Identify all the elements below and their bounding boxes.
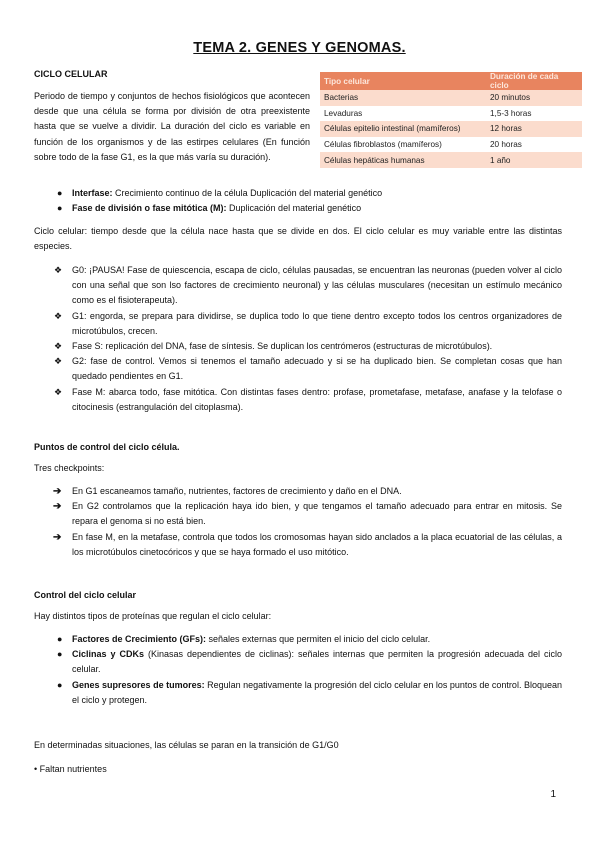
stage-text: G2: fase de control. Vemos si tenemos el tamaño adecuado y si se ha duplicado bien. Se completan cosas que han quedado pendientes en G1. xyxy=(72,356,562,382)
control-term: Factores de Crecimiento (GFs): xyxy=(72,634,207,644)
list-item xyxy=(54,263,562,309)
arrow-right-icon: ➔ xyxy=(53,531,62,543)
diamond-bullet-icon: ❖ xyxy=(54,265,63,275)
bullet-dot-icon: ● xyxy=(57,634,63,644)
ciclo-definition: Ciclo celular: tiempo desde que la célula nace hasta que se divide en dos. El ciclo celular es muy variable entre las distintas especies. xyxy=(34,226,562,252)
bullet-dot-icon: ● xyxy=(57,188,63,198)
list-item xyxy=(53,499,562,529)
phase-term: Fase de división o fase mitótica (M): xyxy=(72,203,227,214)
table-row xyxy=(320,121,582,137)
list-item xyxy=(54,385,562,415)
table-cell: 1 año xyxy=(486,152,582,168)
table-cell: 20 minutos xyxy=(486,90,582,106)
diamond-bullet-icon: ❖ xyxy=(54,386,63,397)
section-heading-ciclo: CICLO CELULAR xyxy=(34,69,108,79)
table-row xyxy=(320,137,582,153)
list-item xyxy=(57,678,562,708)
puntos-intro: Tres checkpoints: xyxy=(34,463,105,473)
list-item xyxy=(54,309,562,339)
page-number: 1 xyxy=(550,789,556,800)
stage-text: Fase M: abarca todo, fase mitótica. Con distintas fases dentro: profase, prometafase, metafase, anafase y la telofase o citocinesis (estrangulación del citoplasma). xyxy=(72,386,562,412)
checkpoint-text: En fase M, en la metafase, controla que todos los cromosomas hayan sido anclados a la placa ecuatorial de las células, a los microtúbulos cinetocóricos y que se haya formado el uso mitótico. xyxy=(72,531,562,557)
table-header-cell: Duración de cada ciclo xyxy=(486,72,582,90)
section-heading-puntos: Puntos de control del ciclo célula. xyxy=(34,442,180,452)
closing-paragraph: En determinadas situaciones, las células se paran en la transición de G1/G0 xyxy=(34,740,339,750)
table-cell: Células fibroblastos (mamíferos) xyxy=(320,137,486,153)
list-item xyxy=(57,186,562,201)
ciclo-intro-paragraph: Periodo de tiempo y conjuntos de hechos fisiológicos que acontecen desde que una célula se forma por división de otra preexistente hasta que se vuelve a dividir. La duración del ciclo es variable en función de los organismos y de las estirpes celulares (En función sobre todo de la fase G1, es la que más varía su duración). xyxy=(34,91,310,162)
table-cell: 20 horas xyxy=(486,137,582,153)
arrow-right-icon: ➔ xyxy=(53,501,62,513)
control-intro: Hay distintos tipos de proteínas que regulan el ciclo celular: xyxy=(34,611,272,621)
list-item xyxy=(54,339,562,354)
table-cell: Células hepáticas humanas xyxy=(320,152,486,168)
table-cell: 12 horas xyxy=(486,121,582,137)
checkpoint-text: En G1 escaneamos tamaño, nutrientes, factores de crecimiento y daño en el DNA. xyxy=(72,486,402,496)
table-row xyxy=(320,106,582,122)
control-term: Genes supresores de tumores: xyxy=(72,679,205,690)
table-cell: Levaduras xyxy=(320,106,486,122)
arrow-right-icon: ➔ xyxy=(53,486,62,497)
control-term: Ciclinas y CDKs xyxy=(72,649,144,660)
stage-text: G0: ¡PAUSA! Fase de quiescencia, escapa de ciclo, células pausadas, se encuentran las neuronas (pueden volver al ciclo con una señal que son lso factores de crecimiento neuronal) y las células musculares (necesitan un estímulo mecánico como es el fisioterapeuta). xyxy=(72,265,562,306)
bullet-dot-icon: ● xyxy=(57,203,63,214)
table-cell: 1,5-3 horas xyxy=(486,106,582,122)
control-text: señales externas que permiten el inicio del ciclo celular. xyxy=(206,634,431,644)
diamond-bullet-icon: ❖ xyxy=(54,310,63,321)
diamond-bullet-icon: ❖ xyxy=(54,356,63,367)
phases-list xyxy=(57,186,562,216)
stages-list xyxy=(54,263,562,415)
list-item xyxy=(53,484,562,499)
table-row xyxy=(320,152,582,168)
bullet-dot-icon: ● xyxy=(57,649,63,660)
stage-text: G1: engorda, se prepara para dividirse, se duplica todo lo que tiene dentro excepto todos los centros organizadores de microtúbulos, crecen. xyxy=(72,310,562,336)
list-item xyxy=(57,647,562,677)
checkpoint-text: En G2 controlamos que la replicación haya ido bien, y que tengamos el tamaño adecuado para entrar en mitosis. Se repara el genoma si no está bien. xyxy=(72,501,562,527)
section-heading-control: Control del ciclo celular xyxy=(34,590,137,600)
phase-text: Crecimiento continuo de la célula Duplicación del material genético xyxy=(112,188,383,198)
list-item xyxy=(54,354,562,384)
page-title: TEMA 2. GENES Y GENOMAS. xyxy=(193,40,406,56)
table-row xyxy=(320,90,582,106)
table-cell: Células epitelio intestinal (mamíferos) xyxy=(320,121,486,137)
bullet-dot-icon: ● xyxy=(57,679,63,690)
list-item xyxy=(57,201,562,216)
table-header-row xyxy=(320,72,582,90)
closing-bullet: • Faltan nutrientes xyxy=(34,764,107,774)
checkpoints-list xyxy=(53,484,562,560)
control-text: Regulan negativamente la progresión del ciclo celular en los puntos de control. Bloquean el ciclo y protegen. xyxy=(72,679,562,705)
diamond-bullet-icon: ❖ xyxy=(54,341,63,352)
phase-text: Duplicación del material genético xyxy=(226,203,362,214)
table-cell: Bacterias xyxy=(320,90,486,106)
stage-text: Fase S: replicación del DNA, fase de síntesis. Se duplican los centrómeros (estructuras de microtúbulos). xyxy=(72,341,493,352)
cycle-duration-table xyxy=(320,72,582,168)
control-text: (Kinasas dependientes de ciclinas): señales internas que permiten la progresión adecuada del ciclo celular. xyxy=(72,649,562,675)
list-item xyxy=(57,632,562,647)
phase-term: Interfase: xyxy=(72,188,113,198)
table-header-cell: Tipo celular xyxy=(320,72,486,90)
control-list xyxy=(57,632,562,708)
list-item xyxy=(53,530,562,560)
